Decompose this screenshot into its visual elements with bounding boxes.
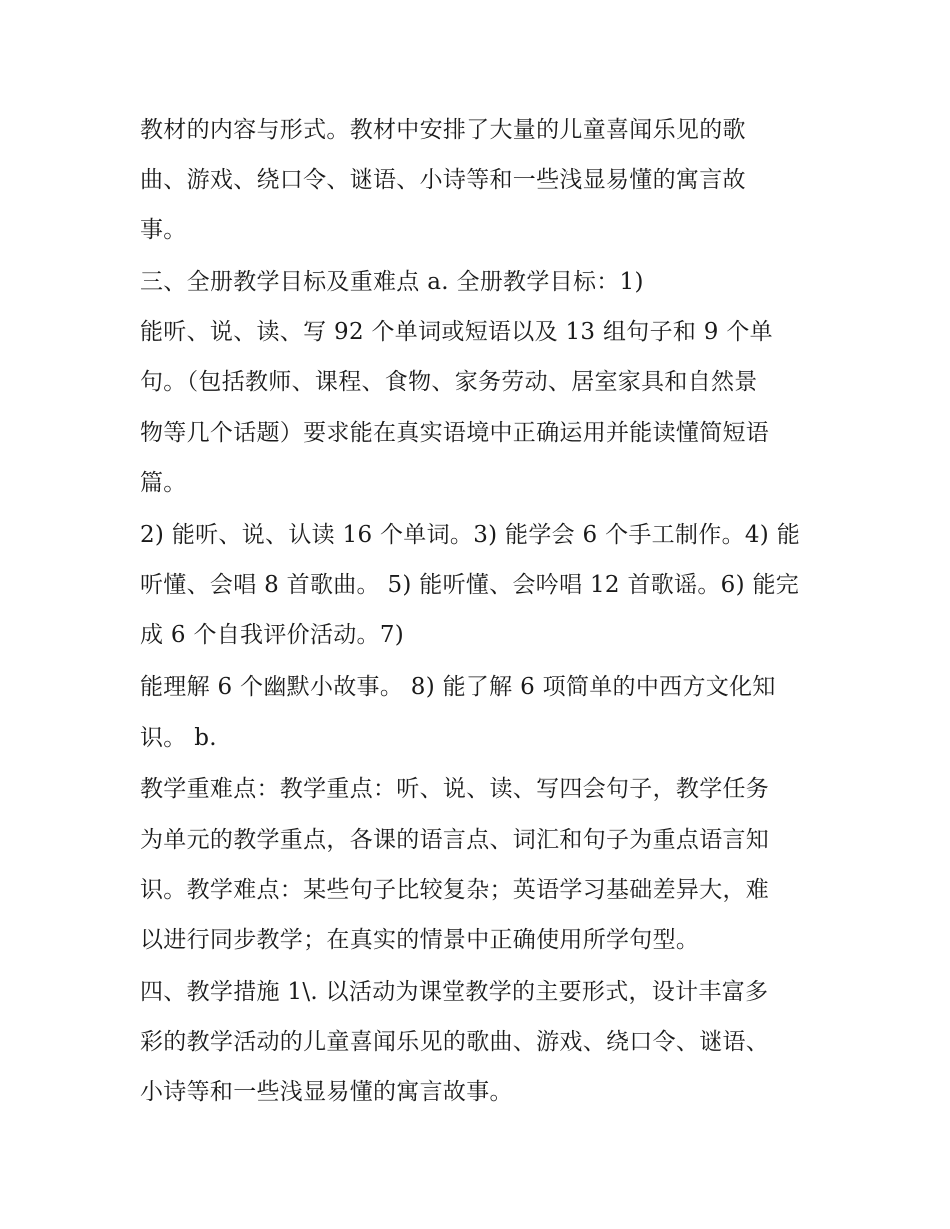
section-heading-line: 三、全册教学目标及重难点 a. 全册教学目标：1) <box>140 269 644 295</box>
text-line: 识。教学难点：某些句子比较复杂；英语学习基础差异大，难 <box>140 877 770 903</box>
text-line: 教学重难点：教学重点：听、说、读、写四会句子，教学任务 <box>140 776 770 802</box>
text-line: 句。（包括教师、课程、食物、家务劳动、居室家具和自然景 <box>140 369 758 395</box>
text-line: 篇。 <box>140 470 187 496</box>
section-heading-line: 四、教学措施 1\. 以活动为课堂教学的主要形式，设计丰富多 <box>140 979 769 1005</box>
text-line: 能理解 6 个幽默小故事。 8) 能了解 6 项简单的中西方文化知 <box>140 674 776 700</box>
text-line: 成 6 个自我评价活动。7) <box>140 622 405 648</box>
text-line: 小诗等和一些浅显易懂的寓言故事。 <box>140 1079 513 1105</box>
text-line: 2) 能听、说、认读 16 个单词。3) 能学会 6 个手工制作。4) 能 <box>140 522 800 548</box>
text-line: 事。 <box>140 217 187 243</box>
text-line: 为单元的教学重点，各课的语言点、词汇和句子为重点语言知 <box>140 827 770 853</box>
text-line: 以进行同步教学；在真实的情景中正确使用所学句型。 <box>140 927 700 953</box>
text-line: 能听、说、读、写 92 个单词或短语以及 13 组句子和 9 个单 <box>140 319 773 345</box>
text-line: 物等几个话题）要求能在真实语境中正确运用并能读懂简短语 <box>140 420 770 446</box>
text-line: 听懂、会唱 8 首歌曲。 5) 能听懂、会吟唱 12 首歌谣。6) 能完 <box>140 572 800 598</box>
text-line: 识。 b. <box>140 725 217 751</box>
text-line: 彩的教学活动的儿童喜闻乐见的歌曲、游戏、绕口令、谜语、 <box>140 1029 770 1055</box>
text-line: 教材的内容与形式。教材中安排了大量的儿童喜闻乐见的歌 <box>140 117 746 143</box>
text-line: 曲、游戏、绕口令、谜语、小诗等和一些浅显易懂的寓言故 <box>140 167 746 193</box>
